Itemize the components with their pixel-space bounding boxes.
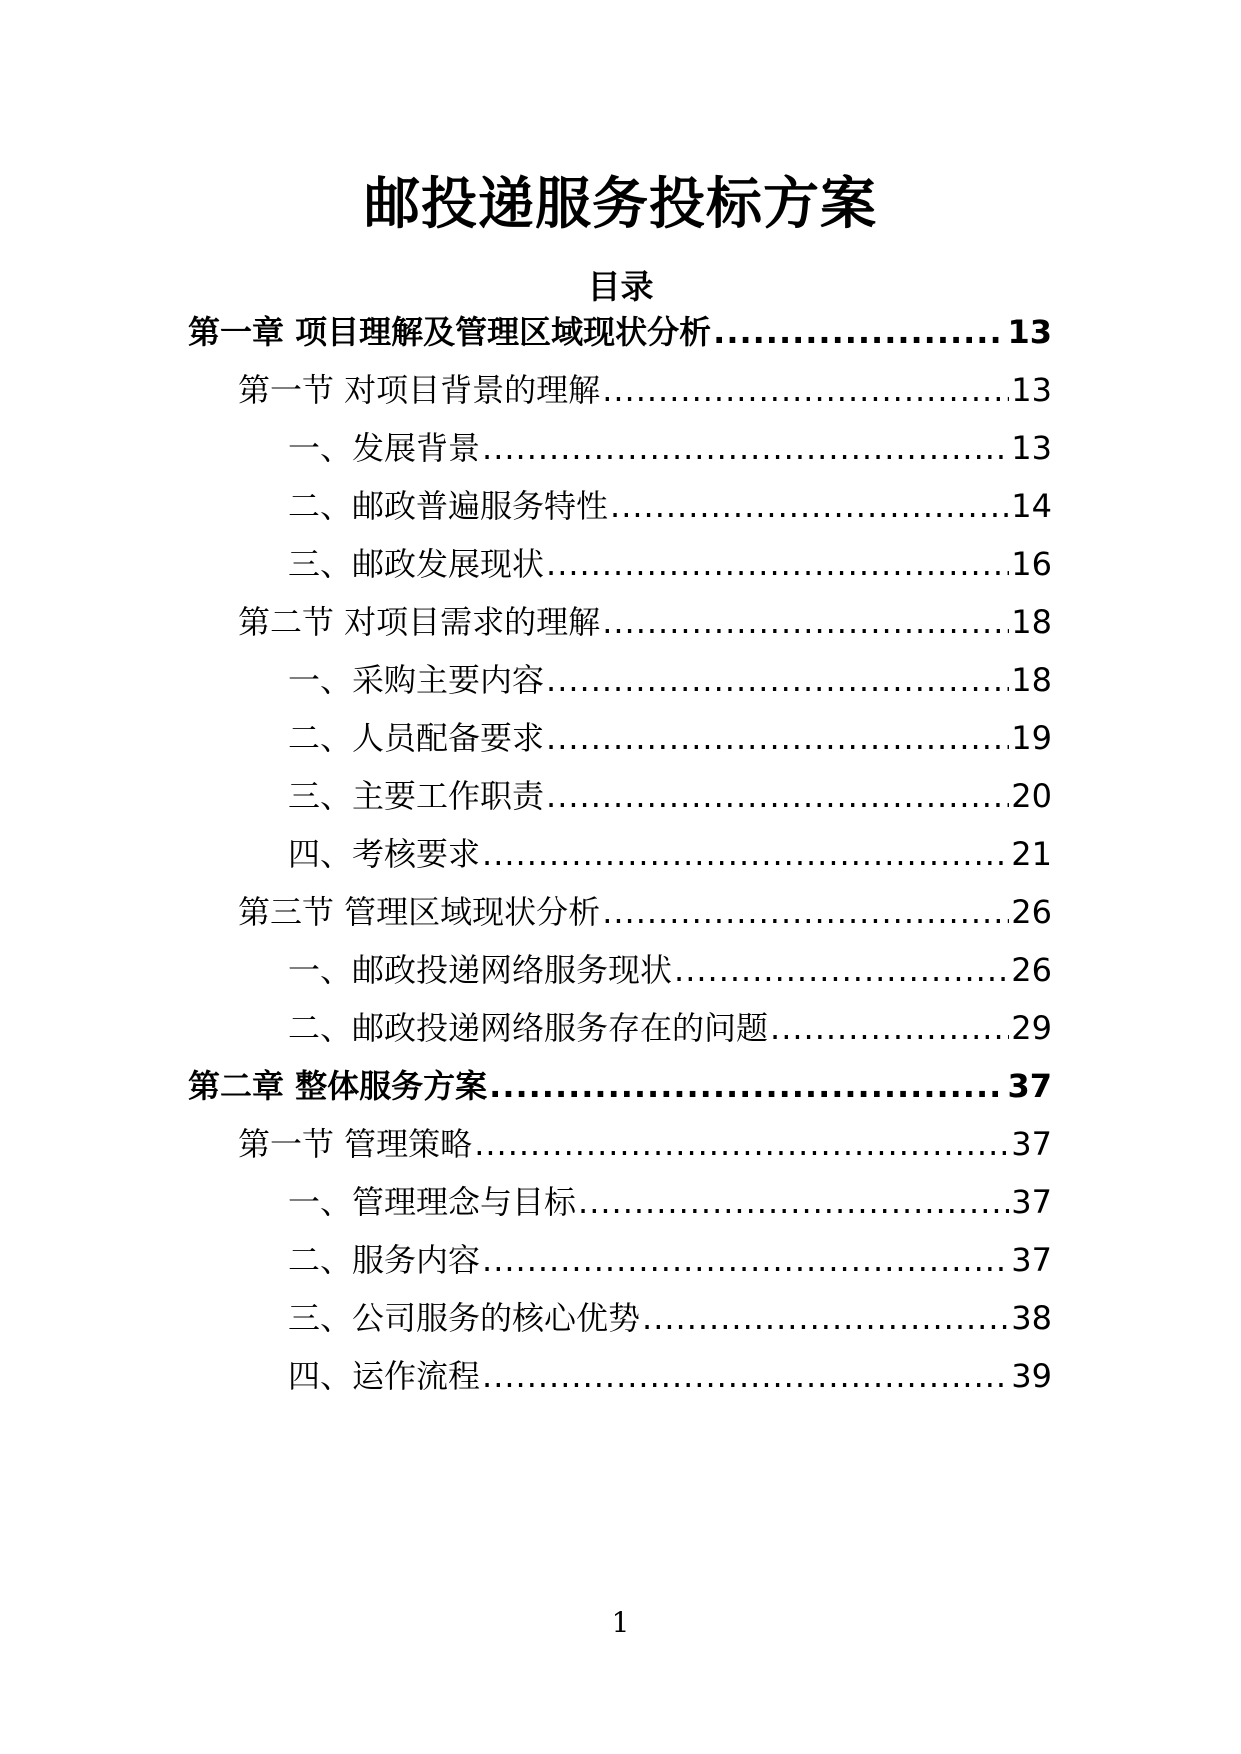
toc-entry-label: 三、公司服务的核心优势 — [288, 1299, 641, 1337]
page-number: 1 — [611, 1606, 630, 1639]
toc-entry-section[interactable] — [238, 1118, 1052, 1170]
toc-entry-page: 20 — [1011, 777, 1052, 815]
toc-entry-section[interactable] — [238, 596, 1052, 648]
toc-dot-leader — [482, 422, 1009, 474]
toc-entry-page: 37 — [1011, 1241, 1052, 1279]
toc-dot-leader — [602, 886, 1009, 938]
toc-entry-page: 39 — [1011, 1357, 1052, 1395]
toc-entry-label: 一、管理理念与目标 — [288, 1183, 577, 1221]
toc-entry-label: 二、服务内容 — [288, 1241, 481, 1279]
toc-dot-leader — [546, 712, 1009, 764]
toc-entry-label: 一、采购主要内容 — [288, 661, 545, 699]
toc-dot-leader — [713, 306, 1005, 358]
toc-entry-label: 一、发展背景 — [288, 429, 481, 467]
toc-entry-page: 38 — [1011, 1299, 1052, 1337]
toc-dot-leader — [610, 480, 1009, 532]
toc-entry-label: 二、邮政普遍服务特性 — [288, 487, 609, 525]
toc-entry-page: 18 — [1011, 661, 1052, 699]
toc-entry-label: 三、主要工作职责 — [288, 777, 545, 815]
toc-dot-leader — [482, 828, 1009, 880]
toc-entry-page: 13 — [1011, 371, 1052, 409]
toc-dot-leader — [482, 1350, 1009, 1402]
toc-entry-page: 16 — [1011, 545, 1052, 583]
toc-entry-page: 37 — [1007, 1067, 1052, 1105]
toc-entry-subsection[interactable] — [288, 1176, 1052, 1228]
toc-entry-label: 四、运作流程 — [288, 1357, 481, 1395]
toc-entry-label: 四、考核要求 — [288, 835, 481, 873]
toc-entry-label: 第二章 整体服务方案 — [188, 1067, 488, 1105]
toc-entry-subsection[interactable] — [288, 422, 1052, 474]
toc-dot-leader — [489, 1060, 1005, 1112]
toc-dot-leader — [546, 770, 1009, 822]
toc-entry-subsection[interactable] — [288, 1002, 1052, 1054]
toc-entry-label: 三、邮政发展现状 — [288, 545, 545, 583]
document-title: 邮投递服务投标方案 — [364, 172, 877, 237]
toc-entry-subsection[interactable] — [288, 1292, 1052, 1344]
toc-entry-label: 第一节 管理策略 — [238, 1125, 473, 1163]
toc-entry-subsection[interactable] — [288, 770, 1052, 822]
toc-entry-section[interactable] — [238, 364, 1052, 416]
toc-entry-chapter-2[interactable] — [188, 1060, 1052, 1112]
toc-entry-label: 一、邮政投递网络服务现状 — [288, 951, 673, 989]
toc-entry-page: 21 — [1011, 835, 1052, 873]
toc-entry-section[interactable] — [238, 886, 1052, 938]
toc-entry-label: 第一章 项目理解及管理区域现状分析 — [188, 313, 712, 351]
toc-entry-label: 第一节 对项目背景的理解 — [238, 371, 601, 409]
toc-dot-leader — [642, 1292, 1009, 1344]
toc-entry-subsection[interactable] — [288, 944, 1052, 996]
toc-entry-page: 37 — [1011, 1125, 1052, 1163]
toc-entry-subsection[interactable] — [288, 712, 1052, 764]
toc-entry-subsection[interactable] — [288, 538, 1052, 590]
toc-entry-page: 29 — [1011, 1009, 1052, 1047]
toc-dot-leader — [578, 1176, 1009, 1228]
toc-entry-page: 26 — [1011, 893, 1052, 931]
toc-entry-label: 第二节 对项目需求的理解 — [238, 603, 601, 641]
toc-entry-page: 26 — [1011, 951, 1052, 989]
toc-dot-leader — [602, 364, 1009, 416]
toc-entry-label: 二、邮政投递网络服务存在的问题 — [288, 1009, 769, 1047]
toc-entry-label: 二、人员配备要求 — [288, 719, 545, 757]
toc-entry-page: 14 — [1011, 487, 1052, 525]
toc-dot-leader — [770, 1002, 1009, 1054]
toc-entry-subsection[interactable] — [288, 828, 1052, 880]
toc-entry-page: 13 — [1011, 429, 1052, 467]
toc-entry-page: 18 — [1011, 603, 1052, 641]
toc-entry-label: 第三节 管理区域现状分析 — [238, 893, 601, 931]
toc-dot-leader — [674, 944, 1009, 996]
toc-entry-subsection[interactable] — [288, 480, 1052, 532]
toc-entry-chapter-1[interactable] — [188, 306, 1052, 358]
toc-dot-leader — [474, 1118, 1009, 1170]
toc-dot-leader — [482, 1234, 1009, 1286]
toc-entry-page: 37 — [1011, 1183, 1052, 1221]
toc-dot-leader — [602, 596, 1009, 648]
toc-entry-subsection[interactable] — [288, 654, 1052, 706]
toc-entry-subsection[interactable] — [288, 1350, 1052, 1402]
toc-entry-page: 19 — [1011, 719, 1052, 757]
toc-dot-leader — [546, 538, 1009, 590]
toc-heading: 目录 — [587, 267, 654, 306]
toc-dot-leader — [546, 654, 1009, 706]
toc-entry-page: 13 — [1007, 313, 1052, 351]
toc-entry-subsection[interactable] — [288, 1234, 1052, 1286]
